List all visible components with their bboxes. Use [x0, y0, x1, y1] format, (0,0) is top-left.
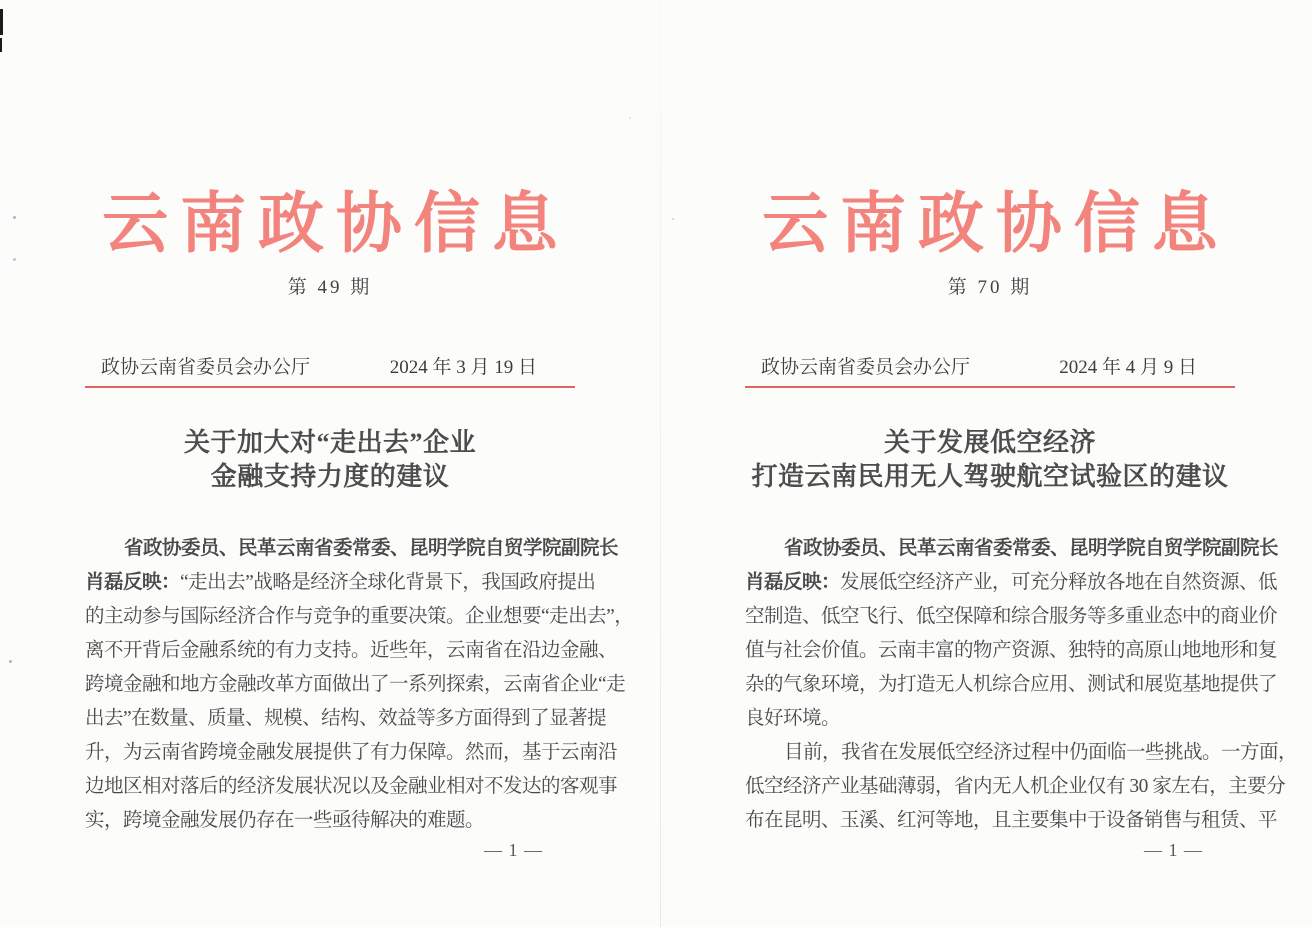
page-number: — 1 —	[1144, 840, 1203, 860]
issue-date: 2024 年 3 月 19 日	[389, 357, 537, 378]
body-line	[745, 532, 1279, 566]
body-text: 离不开背后金融系统的有力支持。近些年，云南省在沿边金融、	[85, 640, 618, 661]
page-divider-line	[660, 0, 661, 927]
body-text: 发展低空经济产业，可充分释放各地在自然资源、低	[840, 572, 1278, 593]
body-text: “走出去”战略是经济全球化背景下，我国政府提出	[180, 572, 596, 593]
body-text: 布在昆明、玉溪、红河等地，且主要集中于设备销售与租赁、平	[745, 810, 1278, 831]
scan-artifact-edge-tick	[0, 38, 2, 52]
issuing-office: 政协云南省委员会办公厅	[101, 357, 311, 378]
scan-artifact-edge-tick	[0, 9, 3, 35]
red-rule	[85, 386, 575, 388]
body-line	[85, 702, 607, 736]
masthead-title: 云南政协信息	[762, 186, 1230, 260]
masthead-title: 云南政协信息	[102, 186, 570, 260]
body-lead-text: 省政协委员、民革云南省委常委、昆明学院自贸学院副院长	[784, 538, 1279, 559]
body-line	[745, 566, 1278, 600]
body-lead-text: 省政协委员、民革云南省委常委、昆明学院自贸学院副院长	[124, 538, 619, 559]
issue-date: 2024 年 4 月 9 日	[1059, 357, 1197, 378]
scan-artifact-dot	[629, 117, 631, 119]
scan-artifact-dot	[13, 216, 16, 219]
issue-number: 第 70 期	[947, 277, 1033, 298]
article-title	[745, 426, 1235, 494]
article-title-line: 金融支持力度的建议	[210, 462, 450, 491]
body-line	[85, 634, 618, 668]
issuing-office: 政协云南省委员会办公厅	[761, 357, 971, 378]
body-line	[85, 668, 626, 702]
scan-artifact-dot	[9, 660, 12, 663]
scan-artifact-dot	[672, 218, 674, 220]
document-page-left	[85, 0, 634, 860]
body-text: 值与社会价值。云南丰富的物产资源、独特的高原山地地形和复	[745, 640, 1278, 661]
page-number: — 1 —	[484, 840, 543, 860]
body-text: 目前，我省在发展低空经济过程中仍面临一些挑战。一方面，	[784, 742, 1298, 763]
body-line	[745, 770, 1286, 804]
article-title	[85, 426, 575, 494]
body-line	[85, 736, 618, 770]
body-line	[85, 532, 619, 566]
body-text: 实，跨境金融发展仍存在一些亟待解决的难题。	[85, 810, 485, 831]
body-line	[745, 668, 1278, 702]
red-rule	[745, 386, 1235, 388]
article-title-line: 打造云南民用无人驾驶航空试验区的建议	[751, 462, 1229, 491]
body-text: 跨境金融和地方金融改革方面做出了一系列探索，云南省企业“走	[85, 674, 626, 695]
body-line	[745, 600, 1278, 634]
body-text: 杂的气象环境，为打造无人机综合应用、测试和展览基地提供了	[745, 674, 1278, 695]
body-line	[745, 702, 1235, 736]
body-line	[85, 804, 575, 838]
article-title-line: 关于加大对“走出去”企业	[183, 428, 476, 457]
issue-number: 第 49 期	[287, 277, 373, 298]
meta-row	[745, 356, 1235, 379]
article-body	[85, 532, 634, 838]
body-line	[745, 634, 1278, 668]
body-text: 良好环境。	[745, 708, 841, 729]
body-text: 出去”在数量、质量、规模、结构、效益等多方面得到了显著提	[85, 708, 607, 729]
body-text: 低空经济产业基础薄弱，省内无人机企业仅有 30 家左右，主要分	[745, 776, 1286, 797]
body-text: 的主动参与国际经济合作与竞争的重要决策。企业想要“走出去”，	[85, 606, 634, 627]
body-line	[85, 566, 596, 600]
scan-artifact-dot	[13, 258, 16, 261]
body-line	[745, 804, 1278, 838]
body-text: 空制造、低空飞行、低空保障和综合服务等多重业态中的商业价	[745, 606, 1278, 627]
meta-row	[85, 356, 575, 379]
body-text: 边地区相对落后的经济发展状况以及金融业相对不发达的客观事	[85, 776, 618, 797]
body-line	[745, 736, 1298, 770]
article-title-line: 关于发展低空经济	[883, 428, 1096, 457]
document-page-right	[745, 0, 1298, 860]
body-lead-text: 肖磊反映：	[745, 572, 841, 593]
body-lead-text: 肖磊反映：	[85, 572, 181, 593]
article-body	[745, 532, 1298, 838]
body-line	[85, 770, 618, 804]
body-line	[85, 600, 634, 634]
body-text: 升，为云南省跨境金融发展提供了有力保障。然而，基于云南沿	[85, 742, 618, 763]
